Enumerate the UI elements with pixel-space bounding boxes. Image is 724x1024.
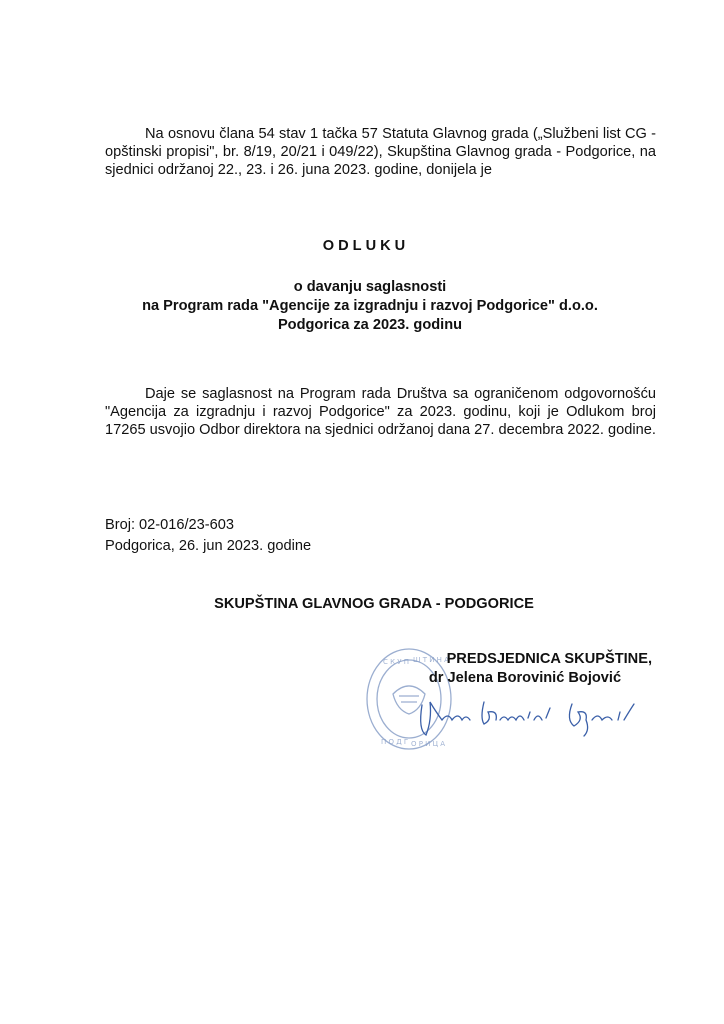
preamble-text: Na osnovu člana 54 stav 1 tačka 57 Statuta Glavnog grada („Službeni list CG - opštinski propisi", br. 8/19, 20/21 i 049/22), Skupština Glavnog grada - Podgorice, na sjednici održanoj 22., 23. i 26. juna 2023. godine, donijela je [105, 126, 656, 178]
subtitle-line: Podgorica za 2023. godinu [277, 317, 463, 333]
subtitle-line: na Program rada "Agencije za izgradnju i razvoj Podgorice" d.o.o. [142, 298, 598, 314]
svg-text:О Р И Ц А: О Р И Ц А [411, 740, 446, 748]
signatory-name: dr Jelena Borovinić Bojović [428, 670, 622, 686]
place-date: Podgorica, 26. jun 2023. godine [105, 538, 312, 554]
assembly-name: SKUPŠTINA GLAVNOG GRADA - PODGORICE [214, 596, 534, 612]
body-text: Daje se saglasnost na Program rada Društva sa ograničenom odgovornošću "Agencija za izgradnju i razvoj Podgorice" za 2023. godinu, koji je Odlukom broj 17265 usvojio Odbor direktora na sjednici održanoj dana 27. decembra 2022. godine. [105, 386, 656, 438]
decision-subtitle [80, 278, 660, 335]
preamble-paragraph [105, 125, 656, 179]
document-meta [105, 515, 311, 557]
decision-title: ODLUKU [322, 238, 410, 254]
handwritten-signature-icon [412, 690, 642, 740]
subtitle-line: o davanju saglasnosti [293, 279, 447, 295]
svg-text:П О Д Г: П О Д Г [381, 738, 409, 746]
signature-block [380, 650, 670, 688]
svg-text:Ш Т И Н А: Ш Т И Н А [413, 656, 449, 664]
signatory-title: PREDSJEDNICA SKUPŠTINE, [446, 651, 652, 667]
body-paragraph [105, 385, 656, 439]
document-number: Broj: 02-016/23-603 [105, 517, 234, 533]
svg-text:С К У П: С К У П [383, 658, 410, 666]
